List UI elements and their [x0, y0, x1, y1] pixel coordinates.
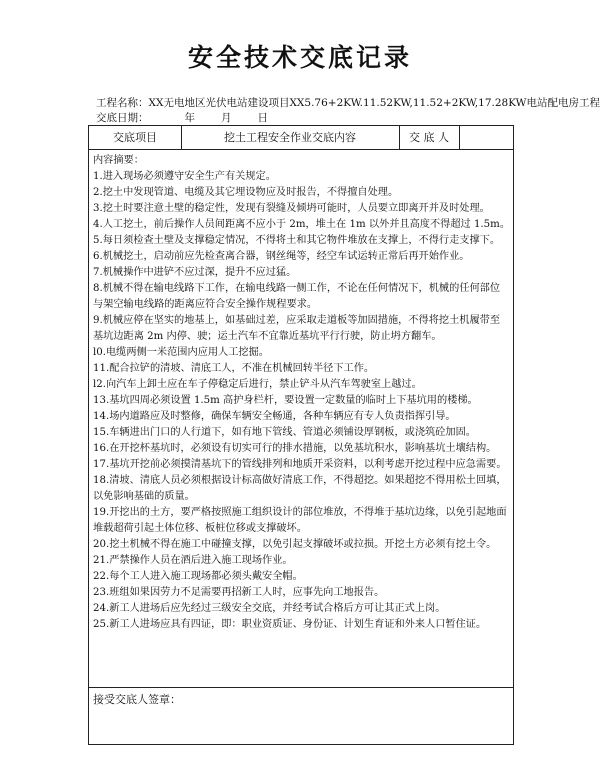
project-name: 工程名称：XX无电地区光伏电站建设项目XX5.76+2KW.11.52KW,11.52+2KW,17.28KW电站配电房工程: [96, 97, 600, 109]
header-presenter-value: [459, 126, 515, 149]
date-day: 日: [257, 112, 268, 124]
document-title: 安全技术交底记录: [187, 43, 412, 72]
list-item: 16.在开挖杯基坑时，必须设有切实可行的排水措施，以免基坑积水，影响基坑土壤结构。: [93, 443, 497, 454]
list-item: 7.机械操作中进铲不应过深，提升不应过猛。: [93, 267, 297, 278]
date-year: 年: [184, 112, 195, 124]
content-summary: [89, 150, 513, 688]
header-item-label: 交底项目: [113, 131, 157, 144]
list-item: 1.进入现场必须遵守安全生产有关规定。: [93, 171, 276, 182]
list-item: l0.电缆两侧一米范围内应用人工挖掘。: [93, 347, 269, 358]
list-item: 21.严禁操作人员在酒后进入施工现场作业。: [93, 555, 293, 566]
list-item: 4.人工挖土，前后操作人员间距离不应小于 2m，堆土在 1m 以外并且高度不得超过 1.5m。: [93, 219, 511, 230]
header-presenter-label: 交 底 人: [409, 131, 449, 144]
list-item: 3.挖土时要注意土壁的稳定性，发现有裂缝及倾坍可能时，人员要立即离开并及时处理。: [93, 203, 490, 214]
header-item-value: 挖土工程安全作业交底内容: [224, 131, 356, 144]
date-month: 月: [221, 112, 232, 124]
handover-date: [96, 110, 268, 125]
list-item: l2.向汽车上卸土应在车子停稳定后进行，禁止铲斗从汽车驾驶室上越过。: [93, 379, 422, 390]
list-item: 22.每个工人进入施工现场都必须头戴安全帽。: [93, 571, 303, 582]
list-item: 6.机械挖土，启动前应先检查离合器，钢丝绳等，经空车试运转正常后再开始作业。: [93, 251, 470, 262]
table-header-row: [89, 126, 513, 150]
list-item: 14.场内道路应及时整修，确保车辆安全畅通，各种车辆应有专人负责指挥引导。: [93, 411, 456, 422]
list-item: 8.机械不得在输电线路下工作，在输电线路一侧工作，不论在任何情况下，机械的任何部位与架空输电线路的距离应符合安全操作规程要求。: [93, 283, 501, 310]
list-item: 11.配合拉铲的清坡、清底工人，不准在机械回转半径下工作。: [93, 363, 375, 374]
list-item: 18.清坡、清底人员必须根据设计标高做好清底工作，不得超挖。如果超挖不得用松土回填，以免影响基础的质量。: [93, 475, 507, 502]
list-item: 15.车辆进出门口的人行道下，如有地下管线、管道必须铺设厚钢板，或浇筑砼加固。: [93, 427, 476, 438]
list-item: 24.新工人进场后应先经过三级安全交底，并经考试合格后方可让其正式上岗。: [93, 603, 446, 614]
recipient-signature-label: 接受交底人签章：: [93, 693, 181, 706]
list-item: 20.挖土机械不得在施工中碰撞支撑，以免引起支撑破坏或拉损。开挖土方必须有挖土令。: [93, 539, 497, 550]
handover-table: [88, 125, 514, 745]
list-item: 2.挖土中发现管道、电缆及其它埋设物应及时报告，不得擅自处理。: [93, 187, 399, 198]
list-item: 23.班组如果因劳力不足需要再招新工人时，应事先向工地报告。: [93, 587, 385, 598]
content-label: 内容摘要：: [93, 155, 144, 166]
list-item: 25.新工人进场应具有四证，即：职业资质证、身份证、计划生育证和外来人口暂住证。: [93, 619, 487, 630]
date-label: 交底日期：: [96, 112, 149, 124]
list-item: 9.机械应停在坚实的地基上，如基础过差，应采取走道板等加固措施，不得将挖土机履带至基坑边距离 2m 内停、驶；运土汽车不宜靠近基坑平行行驶，防止坍方翻车。: [93, 315, 501, 342]
list-item: 13.基坑四周必须设置 1.5m 高护身栏杆，要设置一定数量的临时上下基坑用的楼梯。: [93, 395, 478, 406]
list-item: 17.基坑开挖前必须摸清基坑下的管线排列和地质开采资料，以利考虑开挖过程中应急需要。: [93, 459, 507, 470]
list-item: 19.开挖出的土方，要严格按照施工组织设计的部位堆放，不得堆于基坑边缘，以免引起地面堆载超荷引起土体位移、板桩位移或支撑破坏。: [93, 507, 507, 534]
list-item: 5.每日须检查土壁及支撑稳定情况，不得将土和其它物件堆放在支撑上，不得行走支撑下。: [93, 235, 501, 246]
